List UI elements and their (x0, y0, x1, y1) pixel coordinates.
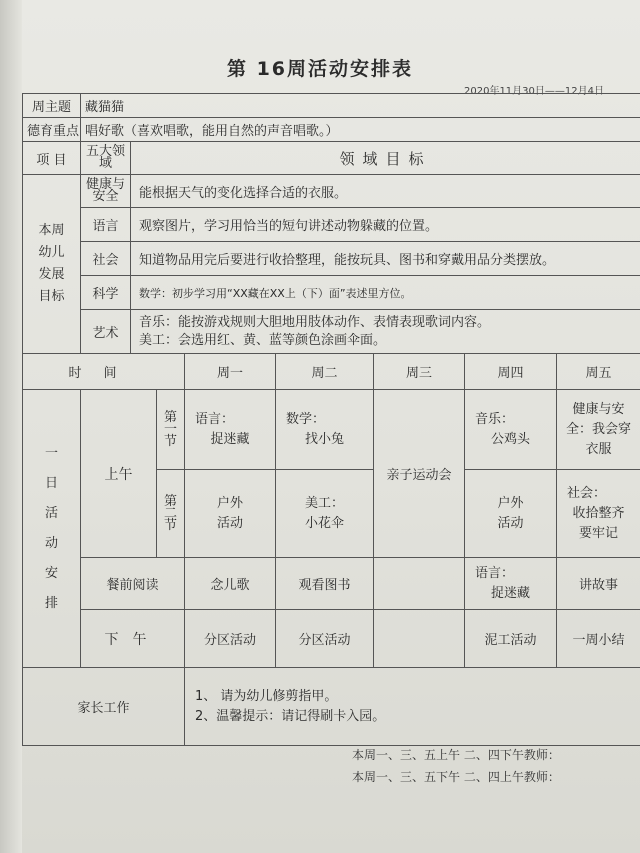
day-tue: 周二 (276, 354, 374, 390)
goal-science: 数学：初步学习用“XX藏在XX上（下）面”表述里方位。 (131, 276, 640, 310)
goal-row-art (23, 310, 640, 354)
domain-society: 社会 (81, 242, 131, 276)
wed-reading (374, 558, 465, 610)
weekly-goal-label: 本周 幼儿 发展 目标 (23, 175, 81, 354)
header-row (23, 142, 640, 175)
daily-schedule-label: 一 日 活 动 安 排 (23, 390, 81, 668)
mon-period-2: 户外 活动 (185, 470, 276, 558)
thu-reading: 语言： 捉迷藏 (465, 558, 557, 610)
moral-row (23, 118, 640, 142)
date-range: 2020年11月30日——12月4日 (464, 86, 604, 97)
mon-afternoon: 分区活动 (185, 610, 276, 668)
theme-label: 周主题 (23, 94, 81, 118)
weekday-row (23, 354, 640, 390)
day-mon: 周一 (185, 354, 276, 390)
tue-period-1: 数学： 找小兔 (276, 390, 374, 470)
wed-afternoon (374, 610, 465, 668)
period-2-label: 第 二 节 (157, 470, 185, 558)
parent-row (23, 668, 640, 746)
reading-label: 餐前阅读 (81, 558, 185, 610)
goal-row-science (23, 276, 640, 310)
goal-row-language (23, 208, 640, 242)
day-fri: 周五 (557, 354, 640, 390)
goal-society: 知道物品用完后要进行收拾整理，能按玩具、图书和穿戴用品分类摆放。 (131, 242, 640, 276)
theme-row (23, 94, 640, 118)
goal-health: 能根据天气的变化选择合适的衣服。 (131, 175, 640, 208)
goal-language: 观察图片，学习用恰当的短句讲述动物躲藏的位置。 (131, 208, 640, 242)
time-header: 时间 (23, 354, 185, 390)
domain-health: 健康与安全 (81, 175, 131, 208)
teacher-line-2: 本周一、三、五下午 二、四上午教师： (352, 770, 560, 784)
fri-afternoon: 一周小结 (557, 610, 640, 668)
thu-period-2: 户外 活动 (465, 470, 557, 558)
theme-value: 藏猫猫 (81, 94, 640, 118)
moral-label: 德育重点 (23, 118, 81, 142)
parent-notes: 1、 请为幼儿修剪指甲。 2、温馨提示：请记得刷卡入园。 (185, 668, 640, 746)
morning-row-1 (23, 390, 640, 470)
reading-row (23, 558, 640, 610)
morning-label: 上午 (81, 390, 157, 558)
moral-value: 唱好歌（喜欢唱歌，能用自然的声音唱歌。） (81, 118, 640, 142)
goal-row-health (23, 175, 640, 208)
mon-period-1: 语言： 捉迷藏 (185, 390, 276, 470)
afternoon-row (23, 610, 640, 668)
paper-edge (0, 0, 22, 853)
item-header: 项 目 (23, 142, 81, 175)
domain-art: 艺术 (81, 310, 131, 354)
thu-period-1: 音乐： 公鸡头 (465, 390, 557, 470)
goal-art: 音乐：能按游戏规则大胆地用肢体动作、表情表现歌词内容。 美工：会选用红、黄、蓝等颜色涂画伞面。 (131, 310, 640, 354)
schedule-table (22, 93, 640, 746)
wed-morning: 亲子运动会 (374, 390, 465, 558)
day-thu: 周四 (465, 354, 557, 390)
fri-period-2: 社会： 收拾整齐 要牢记 (557, 470, 640, 558)
domain-language: 语言 (81, 208, 131, 242)
period-1-label: 第 一 节 (157, 390, 185, 470)
parent-work-label: 家长工作 (23, 668, 185, 746)
domain-science: 科学 (81, 276, 131, 310)
mon-reading: 念儿歌 (185, 558, 276, 610)
goal-row-society (23, 242, 640, 276)
tue-reading: 观看图书 (276, 558, 374, 610)
tue-afternoon: 分区活动 (276, 610, 374, 668)
tue-period-2: 美工： 小花伞 (276, 470, 374, 558)
page-title: 第 16周活动安排表 (226, 58, 414, 80)
thu-afternoon: 泥工活动 (465, 610, 557, 668)
day-wed: 周三 (374, 354, 465, 390)
goal-header: 领域目标 (131, 142, 640, 175)
teacher-line-1: 本周一、三、五上午 二、四下午教师： (352, 748, 560, 762)
domain-header: 五大领域 (81, 142, 131, 175)
fri-reading: 讲故事 (557, 558, 640, 610)
fri-period-1: 健康与安全：我会穿衣服 (557, 390, 640, 470)
afternoon-label: 下午 (81, 610, 185, 668)
